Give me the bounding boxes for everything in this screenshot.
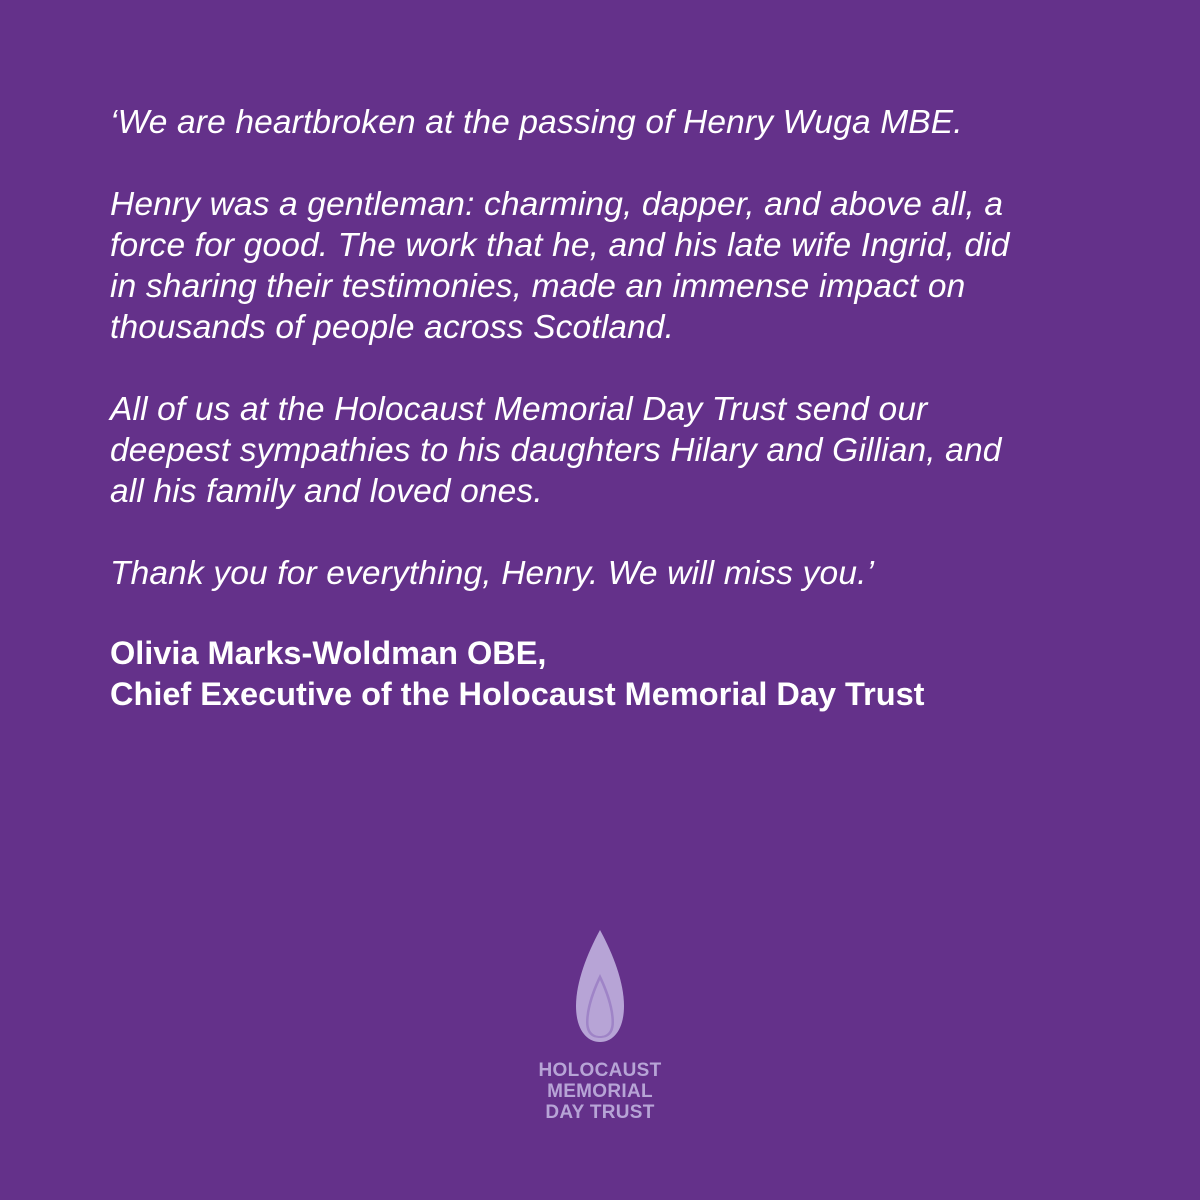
statement-line: in sharing their testimonies, made an immense impact on bbox=[110, 268, 966, 305]
statement-line: Thank you for everything, Henry. We will miss you.’ bbox=[110, 555, 875, 592]
logo-wordmark bbox=[500, 1060, 700, 1123]
statement-paragraph-4 bbox=[110, 553, 1110, 594]
statement-line: Henry was a gentleman: charming, dapper, and above all, a bbox=[110, 186, 1004, 223]
flame-icon bbox=[576, 930, 624, 1042]
logo-text-line: DAY TRUST bbox=[545, 1102, 655, 1123]
signature-role: Chief Executive of the Holocaust Memorial Day Trust bbox=[110, 676, 925, 712]
statement-line: deepest sympathies to his daughters Hilary and Gillian, and bbox=[110, 432, 1002, 469]
hmdt-logo bbox=[500, 930, 700, 1130]
statement-paragraph-2 bbox=[110, 184, 1110, 348]
logo-text-line: MEMORIAL bbox=[547, 1081, 653, 1102]
statement-paragraph-1 bbox=[110, 102, 1110, 143]
signature bbox=[110, 633, 1110, 715]
statement-line: thousands of people across Scotland. bbox=[110, 309, 675, 346]
statement-line: All of us at the Holocaust Memorial Day Trust send our bbox=[110, 391, 928, 428]
logo-text-line: HOLOCAUST bbox=[538, 1060, 662, 1081]
statement-line: ‘We are heartbroken at the passing of Henry Wuga MBE. bbox=[110, 104, 963, 141]
statement-line: force for good. The work that he, and his late wife Ingrid, did bbox=[110, 227, 1010, 264]
signature-name: Olivia Marks-Woldman OBE, bbox=[110, 635, 547, 671]
statement bbox=[110, 102, 1110, 715]
statement-line: all his family and loved ones. bbox=[110, 473, 543, 510]
statement-paragraph-3 bbox=[110, 389, 1110, 512]
